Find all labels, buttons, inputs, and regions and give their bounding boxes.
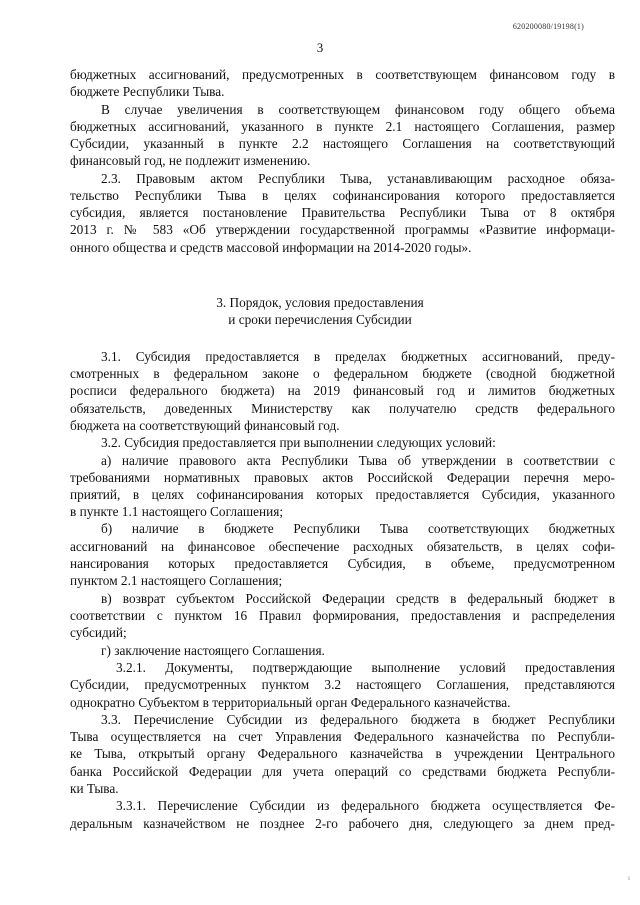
text-line: обязательств, доведенных Министерству как получателю средств федерального <box>70 401 615 416</box>
text-line: деральным казначейством не позднее 2-го рабочего дня, следующего за днем пред- <box>70 816 615 831</box>
text-line: 3.3.1. Перечисление Субсидии из федерального бюджета осуществляется Фе- <box>116 798 615 813</box>
text-line: финансовый год, не подлежит изменению. <box>70 153 311 168</box>
text-line: приятий, в целях софинансирования которых предоставляется Субсидия, указанного <box>70 487 615 502</box>
text-line: Субсидии, указанный в пункте 2.2 настоящего Соглашения на соответствующий <box>70 136 615 151</box>
text-line: однократно Субъектом в территориальный орган Федерального казначейства. <box>70 695 511 710</box>
text-line: росписи федерального бюджета) на 2019 финансовый год и лимитов бюджетных <box>70 383 615 398</box>
text-line: онного общества и средств массовой информации на 2014-2020 годы». <box>70 240 472 255</box>
text-line: В случае увеличения в соответствующем финансовом году общего объема <box>101 102 615 117</box>
text-line: требованиями нормативных правовых актов Российской Федерации перечня меро- <box>70 470 615 485</box>
text-line: ки Тыва. <box>70 781 119 796</box>
text-line: 2.3. Правовым актом Республики Тыва, устанавливающим расходное обяза- <box>101 171 615 186</box>
text-line: бюджета на соответствующий финансовый год. <box>70 418 340 433</box>
text-line: ассигнований на финансовое обеспечение расходных обязательств, в целях софи- <box>70 539 615 554</box>
text-line: г) заключение настоящего Соглашения. <box>101 643 325 658</box>
text-line: в пункте 1.1 настоящего Соглашения; <box>70 504 284 519</box>
text-line: 3.2. Субсидия предоставляется при выполнении следующих условий: <box>101 435 496 450</box>
text-line: а) наличие правового акта Республики Тыва об утверждении в соответствии с <box>101 453 615 468</box>
text-line: 3.1. Субсидия предоставляется в пределах бюджетных ассигнований, преду- <box>101 349 615 364</box>
text-line: Тыва осуществляется на счет Управления Федерального казначейства по Республи- <box>70 729 615 744</box>
text-line: 3.2.1. Документы, подтверждающие выполнение условий предоставления <box>116 660 615 675</box>
text-line: б) наличие в бюджете Республики Тыва соответствующих бюджетных <box>101 521 615 536</box>
text-line: ке Тыва, открытый органу Федерального казначейства в учреждении Центрального <box>70 746 615 761</box>
text-line: бюджетных ассигнований, предусмотренных в соответствующем финансовом году в <box>70 67 615 82</box>
text-line: Субсидии, предусмотренных пунктом 3.2 настоящего Соглашения, представляются <box>70 677 615 692</box>
text-line: субсидия, является постановление Правительства Республики Тыва от 8 октября <box>70 205 615 220</box>
text-line: в) возврат субъектом Российской Федерации средств в федеральный бюджет в <box>101 591 615 606</box>
document-code: 620200080/19198(1) <box>512 22 584 31</box>
page-number: 3 <box>316 40 324 55</box>
text-line: 2013 г. № 583 «Об утверждении государственной программы «Развитие информаци- <box>70 222 615 237</box>
text-line: субсидий; <box>70 625 127 640</box>
text-line: тельство Республики Тыва в целях софинансирования которого предоставляется <box>70 188 615 203</box>
section-heading-line-2: и сроки перечисления Субсидии <box>228 312 412 327</box>
margin-mark: ı <box>628 874 630 882</box>
text-line: бюджетных ассигнований, указанного в пункте 2.1 настоящего Соглашения, размер <box>70 119 615 134</box>
text-line: 3.3. Перечисление Субсидии из федерального бюджета в бюджет Республики <box>101 712 615 727</box>
text-line: банка Российской Федерации для учета операций со средствами бюджета Республи- <box>70 764 615 779</box>
text-line: бюджете Республики Тыва. <box>70 84 225 99</box>
text-line: соответствии с пунктом 16 Правил формирования, предоставления и распределения <box>70 608 615 623</box>
text-line: пунктом 2.1 настоящего Соглашения; <box>70 573 283 588</box>
section-heading-line-1: 3. Порядок, условия предоставления <box>216 295 424 310</box>
text-line: нансирования которых предоставляется Субсидия, в объеме, предусмотренном <box>70 556 615 571</box>
text-line: смотренных в федеральном законе о федеральном бюджете (сводной бюджетной <box>70 366 615 381</box>
